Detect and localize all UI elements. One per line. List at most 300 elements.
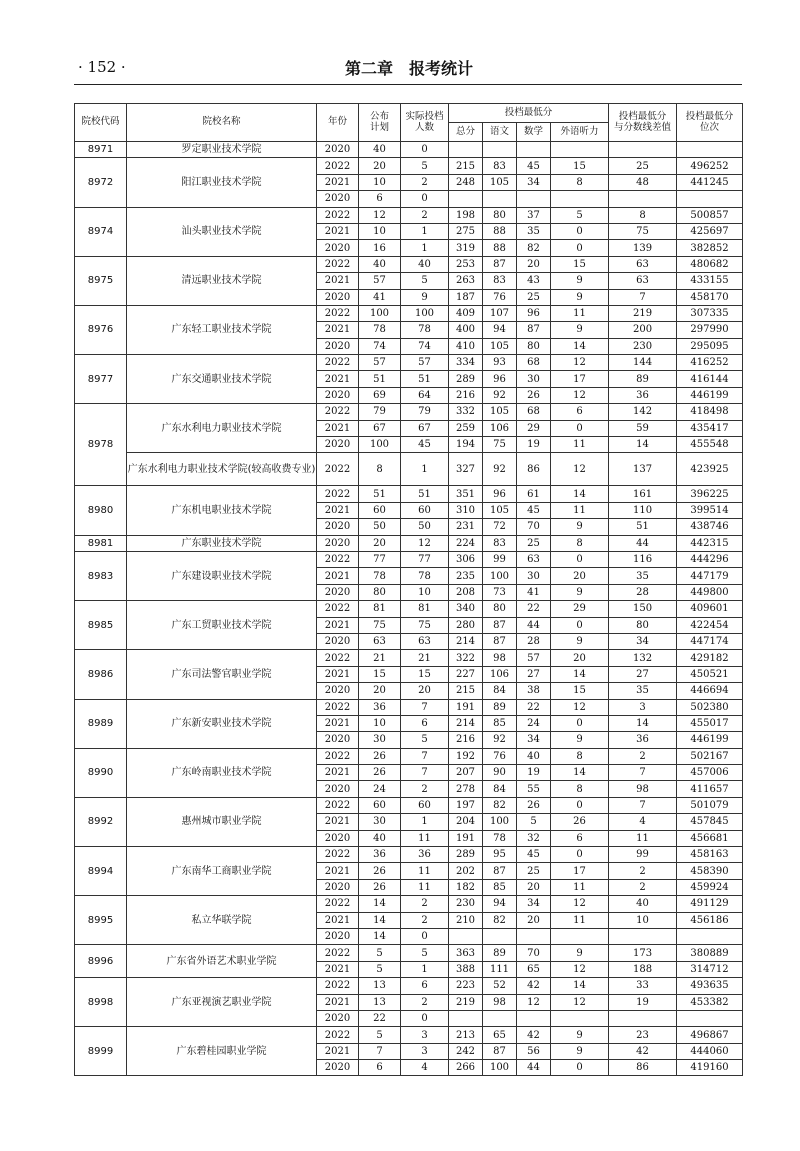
chinese-cell: 85 <box>483 879 517 895</box>
actual-cell: 11 <box>401 863 449 879</box>
chinese-cell: 84 <box>483 683 517 699</box>
actual-cell: 5 <box>401 273 449 289</box>
rank-cell: 453382 <box>677 994 743 1010</box>
plan-cell: 77 <box>359 551 401 567</box>
chinese-cell: 84 <box>483 781 517 797</box>
actual-cell: 2 <box>401 207 449 223</box>
chinese-cell: 80 <box>483 207 517 223</box>
chinese-cell: 87 <box>483 863 517 879</box>
rank-cell: 429182 <box>677 650 743 666</box>
plan-cell: 12 <box>359 207 401 223</box>
diff-cell: 48 <box>609 174 677 190</box>
plan-cell: 26 <box>359 748 401 764</box>
actual-cell: 2 <box>401 994 449 1010</box>
school-name-cell: 广东建设职业技术学院 <box>127 551 317 600</box>
year-cell: 2021 <box>317 765 359 781</box>
plan-cell: 10 <box>359 223 401 239</box>
col-actual-header: 实际投档 人数 <box>401 104 449 142</box>
listening-cell: 14 <box>551 666 609 682</box>
total-cell: 266 <box>449 1060 483 1076</box>
actual-cell: 75 <box>401 617 449 633</box>
plan-cell: 79 <box>359 404 401 420</box>
listening-cell: 15 <box>551 158 609 174</box>
listening-cell: 0 <box>551 240 609 256</box>
actual-cell: 60 <box>401 797 449 813</box>
actual-cell: 1 <box>401 223 449 239</box>
chinese-cell: 100 <box>483 568 517 584</box>
plan-cell: 78 <box>359 322 401 338</box>
table-row <box>75 748 743 764</box>
diff-cell: 2 <box>609 748 677 764</box>
diff-cell: 116 <box>609 551 677 567</box>
math-cell: 82 <box>517 240 551 256</box>
plan-cell: 13 <box>359 978 401 994</box>
year-cell: 2020 <box>317 338 359 354</box>
chinese-cell: 85 <box>483 715 517 731</box>
total-cell: 248 <box>449 174 483 190</box>
listening-cell: 26 <box>551 814 609 830</box>
listening-cell: 12 <box>551 699 609 715</box>
total-cell <box>449 1010 483 1026</box>
chinese-cell: 89 <box>483 945 517 961</box>
year-cell: 2021 <box>317 715 359 731</box>
plan-cell: 69 <box>359 387 401 403</box>
rank-cell: 433155 <box>677 273 743 289</box>
school-name-cell: 广东水利电力职业技术学院 <box>127 404 317 453</box>
rank-cell: 382852 <box>677 240 743 256</box>
col-total-header: 总分 <box>449 123 483 142</box>
total-cell: 280 <box>449 617 483 633</box>
actual-cell: 7 <box>401 748 449 764</box>
plan-cell: 8 <box>359 453 401 486</box>
total-cell: 202 <box>449 863 483 879</box>
total-cell: 223 <box>449 978 483 994</box>
school-name-cell: 广东职业技术学院 <box>127 535 317 551</box>
listening-cell <box>551 928 609 944</box>
math-cell: 42 <box>517 1027 551 1043</box>
table-row <box>75 305 743 321</box>
col-name-header: 院校名称 <box>127 104 317 142</box>
actual-cell: 2 <box>401 912 449 928</box>
rank-cell: 442315 <box>677 535 743 551</box>
plan-cell: 100 <box>359 305 401 321</box>
rank-cell: 416144 <box>677 371 743 387</box>
year-cell: 2022 <box>317 158 359 174</box>
actual-cell: 11 <box>401 830 449 846</box>
chinese-cell: 92 <box>483 453 517 486</box>
school-name-cell: 广东南华工商职业学院 <box>127 847 317 896</box>
diff-cell: 137 <box>609 453 677 486</box>
diff-cell: 139 <box>609 240 677 256</box>
col-listening-header: 外语听力 <box>551 123 609 142</box>
col-diff-header: 投档最低分 与分数线差值 <box>609 104 677 142</box>
diff-cell: 28 <box>609 584 677 600</box>
diff-cell: 132 <box>609 650 677 666</box>
diff-cell: 8 <box>609 207 677 223</box>
rank-cell <box>677 928 743 944</box>
math-cell: 61 <box>517 486 551 502</box>
total-cell: 334 <box>449 355 483 371</box>
math-cell: 20 <box>517 256 551 272</box>
actual-cell: 0 <box>401 191 449 207</box>
table-row <box>75 797 743 813</box>
diff-cell: 219 <box>609 305 677 321</box>
diff-cell: 36 <box>609 387 677 403</box>
rank-cell: 502380 <box>677 699 743 715</box>
col-chinese-header: 语文 <box>483 123 517 142</box>
math-cell: 65 <box>517 961 551 977</box>
listening-cell <box>551 142 609 158</box>
math-cell <box>517 191 551 207</box>
actual-cell: 6 <box>401 715 449 731</box>
chinese-cell: 90 <box>483 765 517 781</box>
year-cell: 2022 <box>317 551 359 567</box>
diff-cell: 173 <box>609 945 677 961</box>
school-code-cell: 8992 <box>75 797 127 846</box>
rank-cell: 447179 <box>677 568 743 584</box>
school-name-cell: 广东司法警官职业学院 <box>127 650 317 699</box>
diff-cell: 36 <box>609 732 677 748</box>
diff-cell: 2 <box>609 863 677 879</box>
math-cell: 87 <box>517 322 551 338</box>
plan-cell: 30 <box>359 814 401 830</box>
diff-cell: 4 <box>609 814 677 830</box>
math-cell: 40 <box>517 748 551 764</box>
chinese-cell: 76 <box>483 748 517 764</box>
plan-cell: 21 <box>359 650 401 666</box>
listening-cell: 17 <box>551 371 609 387</box>
rank-cell: 435417 <box>677 420 743 436</box>
total-cell: 340 <box>449 601 483 617</box>
school-name-cell: 广东交通职业技术学院 <box>127 355 317 404</box>
plan-cell: 14 <box>359 912 401 928</box>
total-cell: 216 <box>449 732 483 748</box>
math-cell: 35 <box>517 223 551 239</box>
listening-cell: 0 <box>551 715 609 731</box>
actual-cell: 11 <box>401 879 449 895</box>
math-cell: 80 <box>517 338 551 354</box>
actual-cell: 12 <box>401 535 449 551</box>
total-cell: 306 <box>449 551 483 567</box>
total-cell: 187 <box>449 289 483 305</box>
plan-cell: 57 <box>359 273 401 289</box>
rank-cell: 500857 <box>677 207 743 223</box>
diff-cell: 150 <box>609 601 677 617</box>
year-cell: 2021 <box>317 863 359 879</box>
listening-cell: 20 <box>551 650 609 666</box>
school-name-cell: 惠州城市职业学院 <box>127 797 317 846</box>
plan-cell: 30 <box>359 732 401 748</box>
total-cell: 215 <box>449 683 483 699</box>
total-cell: 235 <box>449 568 483 584</box>
total-cell: 191 <box>449 830 483 846</box>
year-cell: 2020 <box>317 928 359 944</box>
actual-cell: 3 <box>401 1043 449 1059</box>
actual-cell: 7 <box>401 699 449 715</box>
school-name-cell: 广东岭南职业技术学院 <box>127 748 317 797</box>
total-cell: 289 <box>449 847 483 863</box>
chinese-cell: 106 <box>483 666 517 682</box>
math-cell <box>517 142 551 158</box>
year-cell: 2021 <box>317 814 359 830</box>
diff-cell <box>609 142 677 158</box>
plan-cell: 36 <box>359 847 401 863</box>
actual-cell: 40 <box>401 256 449 272</box>
plan-cell: 14 <box>359 928 401 944</box>
diff-cell: 230 <box>609 338 677 354</box>
chinese-cell: 52 <box>483 978 517 994</box>
total-cell: 214 <box>449 715 483 731</box>
math-cell <box>517 1010 551 1026</box>
diff-cell: 59 <box>609 420 677 436</box>
chinese-cell: 87 <box>483 1043 517 1059</box>
rank-cell: 446694 <box>677 683 743 699</box>
school-name-cell: 阳江职业技术学院 <box>127 158 317 207</box>
math-cell: 44 <box>517 1060 551 1076</box>
plan-cell: 51 <box>359 486 401 502</box>
actual-cell: 2 <box>401 781 449 797</box>
rank-cell: 446199 <box>677 732 743 748</box>
listening-cell: 20 <box>551 568 609 584</box>
listening-cell: 0 <box>551 420 609 436</box>
listening-cell: 11 <box>551 879 609 895</box>
chinese-cell: 72 <box>483 519 517 535</box>
chinese-cell <box>483 142 517 158</box>
actual-cell: 0 <box>401 928 449 944</box>
year-cell: 2020 <box>317 437 359 453</box>
math-cell: 70 <box>517 519 551 535</box>
school-code-cell: 8985 <box>75 601 127 650</box>
actual-cell: 50 <box>401 519 449 535</box>
total-cell: 227 <box>449 666 483 682</box>
diff-cell: 75 <box>609 223 677 239</box>
actual-cell: 100 <box>401 305 449 321</box>
total-cell: 197 <box>449 797 483 813</box>
actual-cell: 20 <box>401 683 449 699</box>
school-code-cell: 8974 <box>75 207 127 256</box>
total-cell: 216 <box>449 387 483 403</box>
rank-cell: 447174 <box>677 633 743 649</box>
total-cell: 363 <box>449 945 483 961</box>
diff-cell <box>609 1010 677 1026</box>
math-cell: 38 <box>517 683 551 699</box>
chinese-cell: 88 <box>483 240 517 256</box>
total-cell: 275 <box>449 223 483 239</box>
rank-cell <box>677 142 743 158</box>
chinese-cell: 88 <box>483 223 517 239</box>
school-code-cell: 8972 <box>75 158 127 207</box>
math-cell: 19 <box>517 765 551 781</box>
math-cell: 20 <box>517 879 551 895</box>
rank-cell: 457006 <box>677 765 743 781</box>
listening-cell: 12 <box>551 387 609 403</box>
total-cell: 214 <box>449 633 483 649</box>
diff-cell: 33 <box>609 978 677 994</box>
diff-cell: 2 <box>609 879 677 895</box>
actual-cell: 6 <box>401 978 449 994</box>
actual-cell: 7 <box>401 765 449 781</box>
diff-cell: 23 <box>609 1027 677 1043</box>
plan-cell: 5 <box>359 1027 401 1043</box>
chinese-cell: 87 <box>483 633 517 649</box>
diff-cell: 7 <box>609 797 677 813</box>
school-code-cell: 8989 <box>75 699 127 748</box>
listening-cell: 11 <box>551 305 609 321</box>
school-code-cell: 8977 <box>75 355 127 404</box>
listening-cell: 8 <box>551 535 609 551</box>
plan-cell: 26 <box>359 765 401 781</box>
year-cell: 2020 <box>317 683 359 699</box>
chinese-cell: 105 <box>483 502 517 518</box>
math-cell: 43 <box>517 273 551 289</box>
rank-cell: 438746 <box>677 519 743 535</box>
listening-cell: 9 <box>551 732 609 748</box>
diff-cell: 14 <box>609 715 677 731</box>
math-cell: 22 <box>517 699 551 715</box>
plan-cell: 10 <box>359 715 401 731</box>
year-cell: 2022 <box>317 896 359 912</box>
chinese-cell: 95 <box>483 847 517 863</box>
chinese-cell: 92 <box>483 387 517 403</box>
school-name-cell: 清远职业技术学院 <box>127 256 317 305</box>
school-code-cell: 8996 <box>75 945 127 978</box>
table-row <box>75 1027 743 1043</box>
chinese-cell: 94 <box>483 322 517 338</box>
diff-cell: 27 <box>609 666 677 682</box>
chinese-cell: 82 <box>483 912 517 928</box>
listening-cell: 8 <box>551 174 609 190</box>
plan-cell: 81 <box>359 601 401 617</box>
total-cell: 198 <box>449 207 483 223</box>
school-code-cell: 8980 <box>75 486 127 535</box>
plan-cell: 10 <box>359 174 401 190</box>
school-code-cell: 8990 <box>75 748 127 797</box>
listening-cell: 14 <box>551 486 609 502</box>
chinese-cell: 83 <box>483 273 517 289</box>
school-code-cell: 8971 <box>75 142 127 158</box>
actual-cell: 81 <box>401 601 449 617</box>
year-cell: 2021 <box>317 617 359 633</box>
school-name-cell: 罗定职业技术学院 <box>127 142 317 158</box>
math-cell: 34 <box>517 174 551 190</box>
math-cell: 41 <box>517 584 551 600</box>
listening-cell: 12 <box>551 994 609 1010</box>
diff-cell: 7 <box>609 289 677 305</box>
chinese-cell: 100 <box>483 814 517 830</box>
chinese-cell: 80 <box>483 601 517 617</box>
school-code-cell: 8975 <box>75 256 127 305</box>
diff-cell: 10 <box>609 912 677 928</box>
total-cell: 259 <box>449 420 483 436</box>
listening-cell: 14 <box>551 765 609 781</box>
math-cell: 96 <box>517 305 551 321</box>
rank-cell: 399514 <box>677 502 743 518</box>
actual-cell: 51 <box>401 371 449 387</box>
plan-cell: 5 <box>359 961 401 977</box>
listening-cell: 0 <box>551 797 609 813</box>
rank-cell: 314712 <box>677 961 743 977</box>
year-cell: 2022 <box>317 404 359 420</box>
listening-cell: 5 <box>551 207 609 223</box>
actual-cell: 0 <box>401 142 449 158</box>
plan-cell: 100 <box>359 437 401 453</box>
plan-cell: 6 <box>359 191 401 207</box>
diff-cell: 51 <box>609 519 677 535</box>
listening-cell: 0 <box>551 223 609 239</box>
chinese-cell: 107 <box>483 305 517 321</box>
diff-cell: 200 <box>609 322 677 338</box>
math-cell: 55 <box>517 781 551 797</box>
chinese-cell: 106 <box>483 420 517 436</box>
chinese-cell: 83 <box>483 158 517 174</box>
year-cell: 2020 <box>317 633 359 649</box>
year-cell: 2021 <box>317 502 359 518</box>
actual-cell: 4 <box>401 1060 449 1076</box>
rank-cell: 411657 <box>677 781 743 797</box>
diff-cell: 34 <box>609 633 677 649</box>
actual-cell: 15 <box>401 666 449 682</box>
school-name-cell: 私立华联学院 <box>127 896 317 945</box>
rank-cell: 491129 <box>677 896 743 912</box>
math-cell: 68 <box>517 404 551 420</box>
year-cell: 2020 <box>317 781 359 797</box>
listening-cell <box>551 191 609 207</box>
total-cell: 332 <box>449 404 483 420</box>
school-code-cell: 8999 <box>75 1027 127 1076</box>
total-cell <box>449 142 483 158</box>
rank-cell: 444296 <box>677 551 743 567</box>
total-cell: 242 <box>449 1043 483 1059</box>
year-cell: 2020 <box>317 387 359 403</box>
table-row <box>75 945 743 961</box>
math-cell: 25 <box>517 535 551 551</box>
actual-cell: 1 <box>401 814 449 830</box>
actual-cell: 5 <box>401 945 449 961</box>
plan-cell: 20 <box>359 158 401 174</box>
year-cell: 2020 <box>317 584 359 600</box>
school-code-cell: 8976 <box>75 305 127 354</box>
plan-cell: 15 <box>359 666 401 682</box>
plan-cell: 36 <box>359 699 401 715</box>
plan-cell: 75 <box>359 617 401 633</box>
total-cell: 215 <box>449 158 483 174</box>
diff-cell: 86 <box>609 1060 677 1076</box>
rank-cell: 396225 <box>677 486 743 502</box>
plan-cell: 22 <box>359 1010 401 1026</box>
year-cell: 2020 <box>317 830 359 846</box>
table-row <box>75 896 743 912</box>
listening-cell: 0 <box>551 617 609 633</box>
year-cell: 2021 <box>317 223 359 239</box>
total-cell <box>449 928 483 944</box>
actual-cell: 1 <box>401 453 449 486</box>
diff-cell: 89 <box>609 371 677 387</box>
year-cell: 2020 <box>317 191 359 207</box>
listening-cell <box>551 1010 609 1026</box>
listening-cell: 9 <box>551 289 609 305</box>
table-row <box>75 453 743 486</box>
year-cell: 2021 <box>317 994 359 1010</box>
math-cell: 32 <box>517 830 551 846</box>
actual-cell: 1 <box>401 961 449 977</box>
year-cell: 2020 <box>317 535 359 551</box>
rank-cell: 446199 <box>677 387 743 403</box>
plan-cell: 6 <box>359 1060 401 1076</box>
total-cell: 191 <box>449 699 483 715</box>
listening-cell: 8 <box>551 748 609 764</box>
chinese-cell: 96 <box>483 371 517 387</box>
total-cell: 410 <box>449 338 483 354</box>
